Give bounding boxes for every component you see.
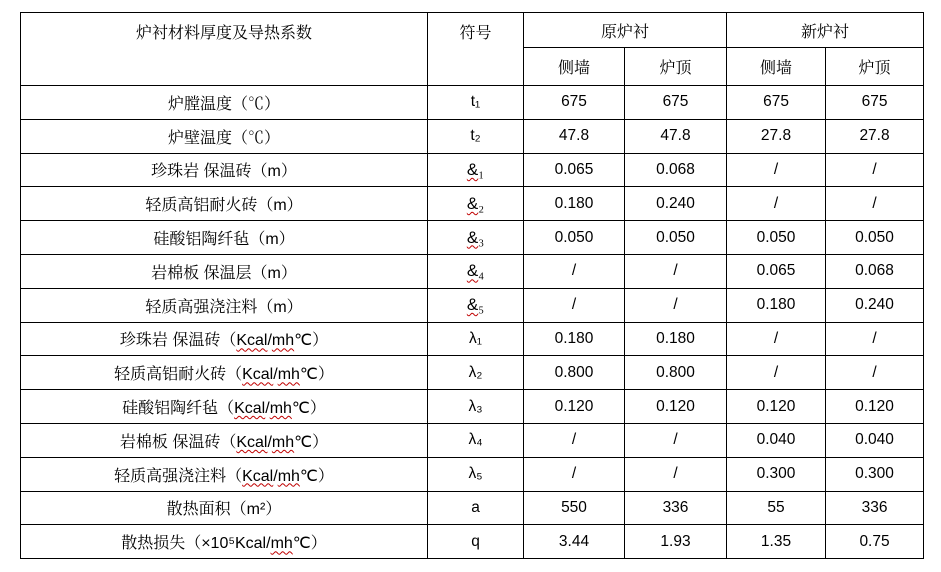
row-label: 炉膛温度（℃） bbox=[21, 86, 428, 120]
value-cell: 0.120 bbox=[727, 390, 826, 424]
value-cell: 47.8 bbox=[625, 119, 727, 153]
value-cell: 1.93 bbox=[625, 525, 727, 559]
row-label: 轻质高强浇注料（m） bbox=[21, 288, 428, 322]
row-label: 轻质高铝耐火砖（m） bbox=[21, 187, 428, 221]
value-cell: 27.8 bbox=[727, 119, 826, 153]
value-cell: 0.120 bbox=[826, 390, 924, 424]
table-row bbox=[21, 457, 924, 491]
value-cell: / bbox=[524, 254, 625, 288]
table-row bbox=[21, 119, 924, 153]
table-row bbox=[21, 390, 924, 424]
row-symbol: &₁ bbox=[428, 153, 524, 187]
value-cell: 0.050 bbox=[625, 221, 727, 255]
value-cell: 0.040 bbox=[727, 423, 826, 457]
value-cell: 3.44 bbox=[524, 525, 625, 559]
row-symbol: &₅ bbox=[428, 288, 524, 322]
header-new-roof: 炉顶 bbox=[826, 48, 924, 86]
value-cell: 0.065 bbox=[524, 153, 625, 187]
value-cell: 0.180 bbox=[727, 288, 826, 322]
value-cell: 0.065 bbox=[727, 254, 826, 288]
value-cell: 0.050 bbox=[826, 221, 924, 255]
value-cell: 0.120 bbox=[625, 390, 727, 424]
value-cell: / bbox=[524, 288, 625, 322]
header-new-side-wall: 侧墙 bbox=[727, 48, 826, 86]
value-cell: / bbox=[826, 322, 924, 356]
value-cell: / bbox=[826, 187, 924, 221]
value-cell: 0.75 bbox=[826, 525, 924, 559]
value-cell: 0.180 bbox=[524, 322, 625, 356]
value-cell: / bbox=[727, 153, 826, 187]
header-original-roof: 炉顶 bbox=[625, 48, 727, 86]
row-label: 珍珠岩 保温砖（Kcal/mh℃） bbox=[21, 322, 428, 356]
value-cell: 675 bbox=[826, 86, 924, 120]
header-original-lining: 原炉衬 bbox=[524, 13, 727, 48]
value-cell: 0.040 bbox=[826, 423, 924, 457]
row-symbol: &₃ bbox=[428, 221, 524, 255]
row-label: 散热损失（×10⁵Kcal/mh℃） bbox=[21, 525, 428, 559]
value-cell: / bbox=[625, 288, 727, 322]
row-symbol: t₁ bbox=[428, 86, 524, 120]
value-cell: / bbox=[727, 356, 826, 390]
value-cell: / bbox=[727, 187, 826, 221]
table-row bbox=[21, 187, 924, 221]
value-cell: 0.050 bbox=[727, 221, 826, 255]
value-cell: / bbox=[625, 254, 727, 288]
row-label: 散热面积（m²） bbox=[21, 491, 428, 525]
row-label: 珍珠岩 保温砖（m） bbox=[21, 153, 428, 187]
value-cell: 675 bbox=[524, 86, 625, 120]
row-label: 岩棉板 保温砖（Kcal/mh℃） bbox=[21, 423, 428, 457]
value-cell: 0.240 bbox=[826, 288, 924, 322]
value-cell: 0.180 bbox=[524, 187, 625, 221]
value-cell: 0.050 bbox=[524, 221, 625, 255]
value-cell: 0.180 bbox=[625, 322, 727, 356]
table-row bbox=[21, 221, 924, 255]
table-row bbox=[21, 322, 924, 356]
value-cell: 0.300 bbox=[727, 457, 826, 491]
value-cell: 1.35 bbox=[727, 525, 826, 559]
value-cell: / bbox=[625, 457, 727, 491]
row-symbol: λ₁ bbox=[428, 322, 524, 356]
table-row bbox=[21, 423, 924, 457]
row-symbol: a bbox=[428, 491, 524, 525]
value-cell: 55 bbox=[727, 491, 826, 525]
row-symbol: t₂ bbox=[428, 119, 524, 153]
table-row bbox=[21, 356, 924, 390]
value-cell: / bbox=[524, 423, 625, 457]
header-symbol: 符号 bbox=[428, 13, 524, 86]
value-cell: 550 bbox=[524, 491, 625, 525]
table-row bbox=[21, 491, 924, 525]
row-symbol: &₂ bbox=[428, 187, 524, 221]
value-cell: / bbox=[524, 457, 625, 491]
row-label: 硅酸铝陶纤毡（Kcal/mh℃） bbox=[21, 390, 428, 424]
value-cell: 0.800 bbox=[524, 356, 625, 390]
row-symbol: λ₃ bbox=[428, 390, 524, 424]
value-cell: 0.240 bbox=[625, 187, 727, 221]
header-row-groups bbox=[21, 13, 924, 48]
value-cell: 0.120 bbox=[524, 390, 625, 424]
row-label: 岩棉板 保温层（m） bbox=[21, 254, 428, 288]
row-label: 硅酸铝陶纤毡（m） bbox=[21, 221, 428, 255]
header-new-lining: 新炉衬 bbox=[727, 13, 924, 48]
value-cell: 0.068 bbox=[625, 153, 727, 187]
header-material-title: 炉衬材料厚度及导热系数 bbox=[21, 13, 428, 86]
table-row bbox=[21, 153, 924, 187]
furnace-lining-table bbox=[20, 12, 924, 559]
value-cell: / bbox=[826, 356, 924, 390]
row-symbol: &₄ bbox=[428, 254, 524, 288]
row-label: 炉壁温度（℃） bbox=[21, 119, 428, 153]
row-symbol: λ₄ bbox=[428, 423, 524, 457]
value-cell: 0.800 bbox=[625, 356, 727, 390]
header-original-side-wall: 侧墙 bbox=[524, 48, 625, 86]
value-cell: 47.8 bbox=[524, 119, 625, 153]
value-cell: / bbox=[625, 423, 727, 457]
value-cell: / bbox=[826, 153, 924, 187]
value-cell: 675 bbox=[727, 86, 826, 120]
value-cell: 0.300 bbox=[826, 457, 924, 491]
row-symbol: q bbox=[428, 525, 524, 559]
row-label: 轻质高强浇注料（Kcal/mh℃） bbox=[21, 457, 428, 491]
row-label: 轻质高铝耐火砖（Kcal/mh℃） bbox=[21, 356, 428, 390]
table-row bbox=[21, 254, 924, 288]
value-cell: 336 bbox=[826, 491, 924, 525]
row-symbol: λ₅ bbox=[428, 457, 524, 491]
table-row bbox=[21, 288, 924, 322]
row-symbol: λ₂ bbox=[428, 356, 524, 390]
table-row bbox=[21, 86, 924, 120]
value-cell: / bbox=[727, 322, 826, 356]
value-cell: 336 bbox=[625, 491, 727, 525]
value-cell: 0.068 bbox=[826, 254, 924, 288]
table-row bbox=[21, 525, 924, 559]
value-cell: 675 bbox=[625, 86, 727, 120]
value-cell: 27.8 bbox=[826, 119, 924, 153]
